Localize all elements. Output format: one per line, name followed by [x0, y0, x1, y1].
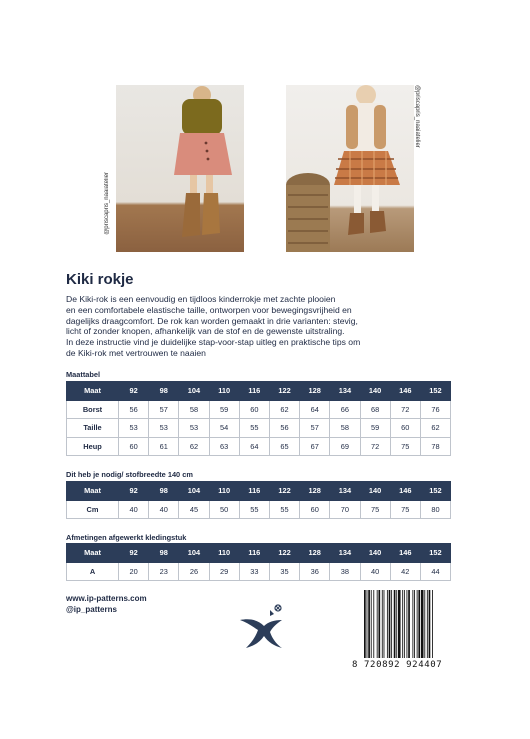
barcode-bar: [414, 590, 415, 658]
intro-line: de Kiki-rok met vertrouwen te naaien: [66, 347, 206, 358]
table-cell: 53: [119, 419, 149, 438]
size-header-cell: 98: [149, 544, 179, 563]
table-cell: 23: [149, 562, 179, 581]
barcode-number: 8 720892 924407: [352, 660, 443, 670]
table-cell: 70: [330, 500, 360, 519]
table-cell: 60: [300, 500, 330, 519]
barcode-bar: [407, 590, 408, 658]
intro-line: dagelijks draagcomfort. De rok kan worden gemaakt in drie varianten: stevig,: [66, 315, 358, 326]
barcode-bar: [384, 590, 385, 658]
table-cell: 44: [420, 562, 450, 581]
table-header-row: [67, 482, 451, 501]
barcode-bar: [367, 590, 368, 658]
size-header-cell: 116: [239, 482, 269, 501]
pattern-title: Kiki rokje: [66, 271, 134, 288]
barcode-bar: [371, 590, 372, 658]
table-row: [67, 562, 451, 581]
size-header-cell: 116: [239, 544, 269, 563]
table-cell: 65: [269, 437, 299, 456]
barcode-bars: [362, 590, 462, 660]
fabric-requirement-table: [66, 481, 451, 519]
table-row: [67, 500, 451, 519]
intro-line: De Kiki-rok is een eenvoudig en tijdloos kinderrokje met zachte plooien: [66, 294, 336, 304]
size-header-cell: 92: [119, 382, 149, 401]
table-cell: 72: [360, 437, 390, 456]
table-cell: 45: [179, 500, 209, 519]
swallow-bird-icon: [236, 600, 288, 655]
size-header-cell: 104: [179, 482, 209, 501]
barcode-bar: [427, 590, 428, 658]
size-header-cell: 146: [390, 482, 420, 501]
barcode-bar: [373, 590, 374, 658]
intro-line: en een comfortabele elastische taille, ontworpen voor bewegingsvrijheid en: [66, 304, 352, 315]
size-header-cell: 146: [390, 544, 420, 563]
barcode-bar: [404, 590, 405, 658]
size-header-cell: 92: [119, 482, 149, 501]
table-cell: 80: [420, 500, 450, 519]
size-header-cell: 98: [149, 482, 179, 501]
finished-measurements-table: [66, 543, 451, 581]
intro-line: licht of zonder knopen, afhankelijk van de stof en de gewenste uitstraling.: [66, 326, 345, 337]
photo-coral-skirt: [116, 85, 244, 252]
size-header-cell: 110: [209, 482, 239, 501]
child-plaid-skirt-illustration: [286, 85, 414, 252]
table-cell: 50: [209, 500, 239, 519]
photo-credit-left: @priscapris_naaiatelier: [104, 172, 110, 235]
size-header-cell: 128: [300, 544, 330, 563]
table-cell: 55: [269, 500, 299, 519]
table-cell: 63: [209, 437, 239, 456]
barcode-bar: [408, 590, 410, 658]
size-header-cell: 116: [239, 382, 269, 401]
header-cell: Maat: [67, 482, 119, 501]
table-cell: 40: [149, 500, 179, 519]
table-cell: 78: [420, 437, 450, 456]
table-cell: 55: [239, 419, 269, 438]
size-header-cell: 152: [420, 382, 450, 401]
barcode-bar: [432, 590, 433, 658]
size-chart-label: Maattabel: [66, 370, 101, 379]
barcode-bar: [382, 590, 383, 658]
size-header-cell: 134: [330, 544, 360, 563]
table-cell: 20: [119, 562, 149, 581]
size-header-cell: 146: [390, 382, 420, 401]
table-cell: 60: [390, 419, 420, 438]
table-row: [67, 437, 451, 456]
size-header-cell: 128: [300, 382, 330, 401]
barcode-bar: [391, 590, 392, 658]
size-header-cell: 122: [269, 544, 299, 563]
size-header-cell: 104: [179, 382, 209, 401]
barcode-bar: [378, 590, 380, 658]
photo-plaid-skirt: [286, 85, 414, 252]
size-header-cell: 152: [420, 544, 450, 563]
barcode-bar: [417, 590, 418, 658]
table-cell: 57: [149, 400, 179, 419]
table-cell: 59: [360, 419, 390, 438]
size-header-cell: 140: [360, 482, 390, 501]
row-label: Taille: [67, 419, 119, 438]
table-cell: 67: [300, 437, 330, 456]
size-chart-table: [66, 381, 451, 456]
table-cell: 33: [239, 562, 269, 581]
size-header-cell: 122: [269, 482, 299, 501]
table-cell: 76: [420, 400, 450, 419]
size-header-cell: 152: [420, 482, 450, 501]
table-cell: 58: [179, 400, 209, 419]
size-header-cell: 140: [360, 382, 390, 401]
table-cell: 59: [209, 400, 239, 419]
instagram-handle[interactable]: @ip_patterns: [66, 605, 117, 614]
size-header-cell: 134: [330, 382, 360, 401]
row-label: Cm: [67, 500, 119, 519]
barcode-bar: [364, 590, 366, 658]
intro-line: In deze instructie vind je duidelijke stap-voor-stap uitleg en praktische tips om: [66, 337, 361, 348]
table-cell: 38: [330, 562, 360, 581]
header-cell: Maat: [67, 544, 119, 563]
row-label: A: [67, 562, 119, 581]
table-cell: 62: [179, 437, 209, 456]
size-header-cell: 140: [360, 544, 390, 563]
barcode-bar: [398, 590, 401, 658]
table-cell: 68: [360, 400, 390, 419]
table-header-row: [67, 382, 451, 401]
size-header-cell: 128: [300, 482, 330, 501]
table-cell: 29: [209, 562, 239, 581]
barcode-bar: [387, 590, 388, 658]
barcode-bar: [402, 590, 403, 658]
table-cell: 61: [149, 437, 179, 456]
barcode-bar: [412, 590, 413, 658]
table-cell: 60: [119, 437, 149, 456]
size-header-cell: 134: [330, 482, 360, 501]
table-row: [67, 419, 451, 438]
table-cell: 62: [269, 400, 299, 419]
table-cell: 56: [119, 400, 149, 419]
table-row: [67, 400, 451, 419]
header-cell: Maat: [67, 382, 119, 401]
table-cell: 60: [239, 400, 269, 419]
row-label: Borst: [67, 400, 119, 419]
table-cell: 54: [209, 419, 239, 438]
table-cell: 58: [330, 419, 360, 438]
table-cell: 57: [300, 419, 330, 438]
fabric-requirement-label: Dit heb je nodig/ stofbreedte 140 cm: [66, 470, 193, 479]
table-cell: 56: [269, 419, 299, 438]
table-cell: 53: [179, 419, 209, 438]
row-label: Heup: [67, 437, 119, 456]
table-cell: 35: [269, 562, 299, 581]
barcode-bar: [429, 590, 431, 658]
table-cell: 69: [330, 437, 360, 456]
website-link[interactable]: www.ip-patterns.com: [66, 594, 147, 603]
barcode-bar: [418, 590, 420, 658]
table-header-row: [67, 544, 451, 563]
barcode-bar: [421, 590, 424, 658]
size-header-cell: 92: [119, 544, 149, 563]
finished-measurements-label: Afmetingen afgewerkt kledingstuk: [66, 533, 187, 542]
table-cell: 64: [239, 437, 269, 456]
child-coral-skirt-illustration: [116, 85, 244, 252]
photo-credit-right: @priscapris_naaiatelier: [414, 85, 420, 148]
barcode-bar: [368, 590, 370, 658]
table-cell: 75: [390, 500, 420, 519]
table-cell: 55: [239, 500, 269, 519]
table-cell: 36: [300, 562, 330, 581]
size-header-cell: 98: [149, 382, 179, 401]
size-header-cell: 110: [209, 544, 239, 563]
table-cell: 64: [300, 400, 330, 419]
table-cell: 75: [390, 437, 420, 456]
barcode-bar: [389, 590, 391, 658]
table-cell: 72: [390, 400, 420, 419]
footer-links: [66, 593, 147, 615]
size-header-cell: 110: [209, 382, 239, 401]
table-cell: 66: [330, 400, 360, 419]
table-cell: 26: [179, 562, 209, 581]
barcode-bar: [424, 590, 425, 658]
table-cell: 53: [149, 419, 179, 438]
barcode-bar: [377, 590, 378, 658]
intro-text: [66, 294, 476, 359]
barcode-bar: [394, 590, 396, 658]
size-header-cell: 104: [179, 544, 209, 563]
table-cell: 40: [119, 500, 149, 519]
barcode-bar: [396, 590, 397, 658]
size-header-cell: 122: [269, 382, 299, 401]
table-cell: 75: [360, 500, 390, 519]
table-cell: 62: [420, 419, 450, 438]
table-cell: 40: [360, 562, 390, 581]
table-cell: 42: [390, 562, 420, 581]
